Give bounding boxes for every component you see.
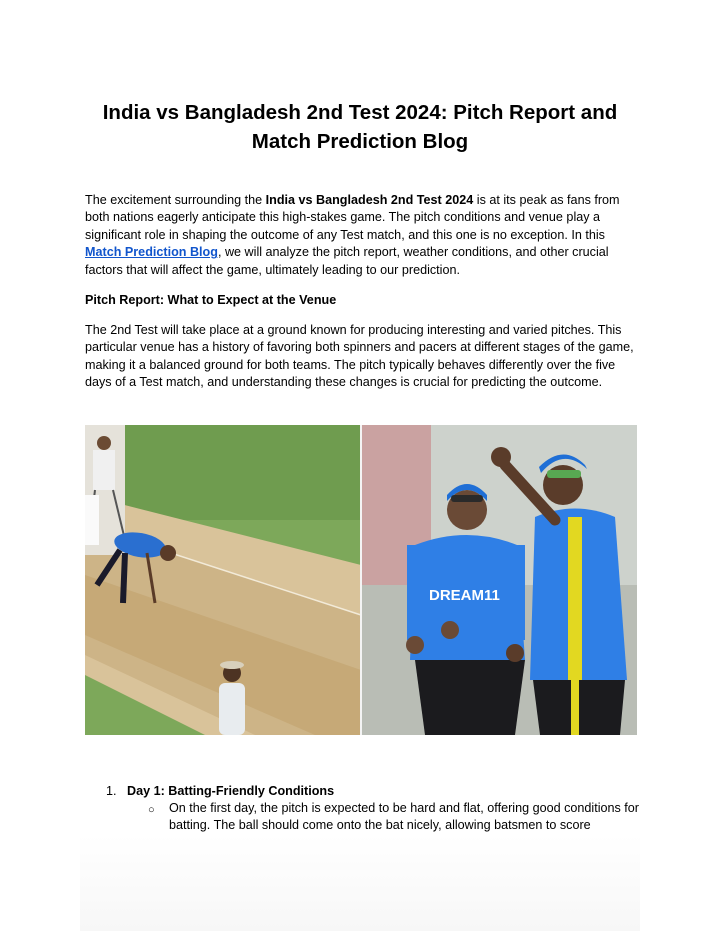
page-title: India vs Bangladesh 2nd Test 2024: Pitch Report and Match Prediction Blog (102, 101, 618, 153)
page-bottom-fade (80, 835, 640, 931)
intro-text-3: , we will analyze the pitch report, weather conditions, and other crucial factors that will affect the game, ultimately leading to our prediction. (85, 245, 609, 277)
match-prediction-blog-link[interactable]: Match Prediction Blog (85, 245, 218, 260)
list-item-text: On the first day, the pitch is expected to be hard and flat, offering good conditions for batting. The ball should come onto the bat nicely, allowing batsmen to score (169, 801, 639, 833)
intro-paragraph (85, 192, 640, 279)
jersey-sponsor-text: DREAM11 (429, 587, 500, 604)
intro-text-2: is at its peak as fans from both nations eagerly anticipate this high-stakes game. The pitch conditions and venue play a significant role in shaping the outcome of any Test match, and this one is no exception. In this (85, 193, 620, 242)
intro-text-1: The excitement surrounding the (85, 193, 266, 207)
intro-bold-match: India vs Bangladesh 2nd Test 2024 (265, 193, 474, 207)
cricket-photo (85, 425, 637, 735)
list-item-title: Day 1: Batting-Friendly Conditions (127, 784, 335, 798)
pitch-report-paragraph: The 2nd Test will take place at a ground known for producing interesting and varied pitches. This particular venue has a history of favoring both spinners and pacers at different stages of the game, making it a balanced ground for both teams. The pitch typically behaves differently over the five days of a Test match, and understanding these changes is crucial for predicting the outcome. (85, 323, 634, 390)
list-item-number: 1. (106, 784, 117, 798)
pitch-report-heading: Pitch Report: What to Expect at the Venue (85, 293, 337, 307)
bullet-circle-icon: ○ (148, 804, 155, 816)
